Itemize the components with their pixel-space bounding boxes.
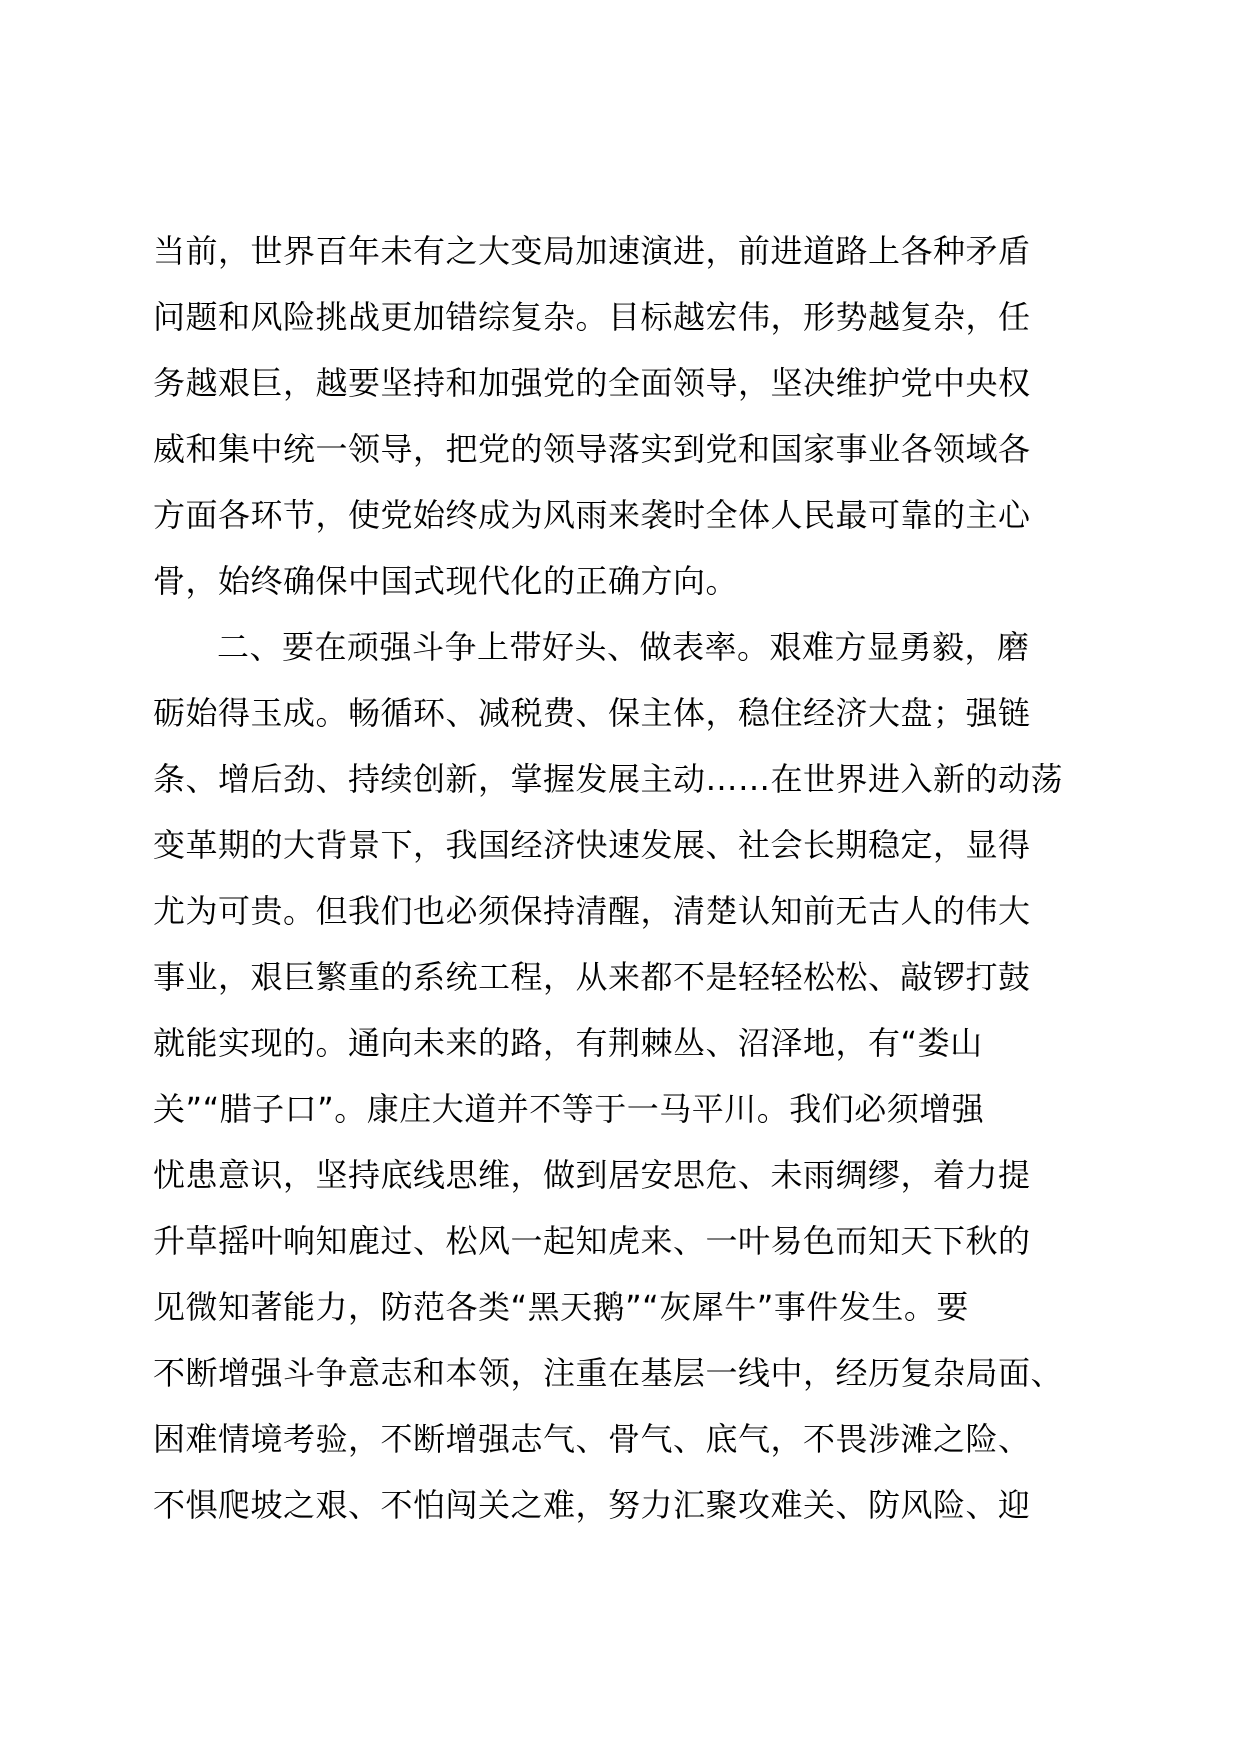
text-line: 当前，世界百年未有之大变局加速演进，前进道路上各种矛盾 xyxy=(153,232,1031,270)
text-line: 务越艰巨，越要坚持和加强党的全面领导，坚决维护党中央权 xyxy=(153,364,1031,402)
text-line: 条、增后劲、持续创新，掌握发展主动……在世界进入新的动荡 xyxy=(153,760,1064,798)
text-line: 事业，艰巨繁重的系统工程，从来都不是轻轻松松、敲锣打鼓 xyxy=(153,958,1031,996)
text-line: 威和集中统一领导，把党的领导落实到党和国家事业各领域各 xyxy=(153,430,1031,468)
text-line: 变革期的大背景下，我国经济快速发展、社会长期稳定，显得 xyxy=(153,826,1031,864)
text-line: 尤为可贵。但我们也必须保持清醒，清楚认知前无古人的伟大 xyxy=(153,892,1031,930)
text-line: 见微知著能力，防范各类“黑天鹅”“灰犀牛”事件发生。要 xyxy=(153,1288,969,1326)
text-line: 骨，始终确保中国式现代化的正确方向。 xyxy=(153,562,739,600)
body-text xyxy=(153,218,1093,1538)
text-line: 砺始得玉成。畅循环、减税费、保主体，稳住经济大盘；强链 xyxy=(153,694,1031,732)
text-line: 关”“腊子口”。康庄大道并不等于一马平川。我们必须增强 xyxy=(153,1090,985,1128)
text-line: 忧患意识，坚持底线思维，做到居安思危、未雨绸缪，着力提 xyxy=(153,1156,1031,1194)
text-line: 就能实现的。通向未来的路，有荆棘丛、沼泽地，有“娄山 xyxy=(153,1024,983,1062)
text-line: 升草摇叶响知鹿过、松风一起知虎来、一叶易色而知天下秋的 xyxy=(153,1222,1031,1260)
text-line: 困难情境考验，不断增强志气、骨气、底气，不畏涉滩之险、 xyxy=(153,1420,1031,1458)
text-line: 不断增强斗争意志和本领，注重在基层一线中，经历复杂局面、 xyxy=(153,1354,1064,1392)
text-line: 问题和风险挑战更加错综复杂。目标越宏伟，形势越复杂，任 xyxy=(153,298,1031,336)
text-line: 不惧爬坡之艰、不怕闯关之难，努力汇聚攻难关、防风险、迎 xyxy=(153,1486,1031,1524)
text-line: 二、要在顽强斗争上带好头、做表率。艰难方显勇毅，磨 xyxy=(217,628,1030,666)
text-line: 方面各环节，使党始终成为风雨来袭时全体人民最可靠的主心 xyxy=(153,496,1031,534)
